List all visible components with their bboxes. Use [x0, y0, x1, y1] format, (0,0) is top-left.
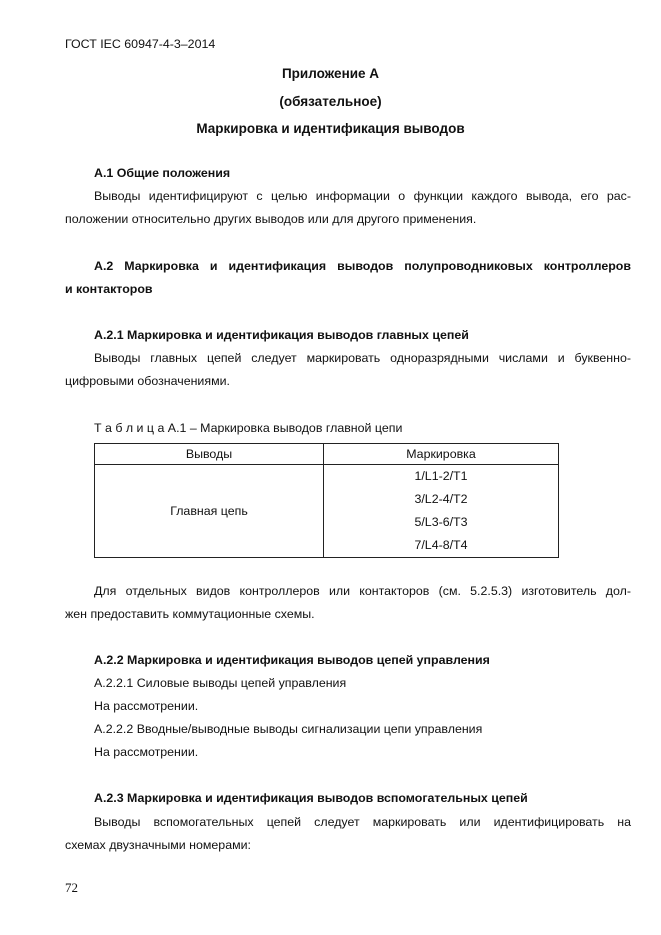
- document-standard-number: ГОСТ IEC 60947-4-3–2014: [65, 37, 216, 51]
- table-cell-main-circuit: Главная цепь: [95, 465, 324, 558]
- section-a1-line-2: положении относительно других выводов или для другого применения.: [65, 212, 477, 226]
- section-a22-heading: А.2.2 Маркировка и идентификация выводов цепей управления: [94, 653, 490, 667]
- section-a221-note: На рассмотрении.: [94, 699, 199, 713]
- table-cell-marking-3: 5/L3-6/T3: [324, 511, 559, 534]
- after-table-line-1: Для отдельных видов контроллеров или контакторов (см. 5.2.5.3) изготовитель дол-: [94, 584, 631, 598]
- after-table-line-2: жен предоставить коммутационные схемы.: [65, 607, 315, 621]
- appendix-title: Приложение А: [281, 66, 380, 81]
- terminal-marking-table: [94, 443, 559, 558]
- section-a222-title: А.2.2.2 Вводные/выводные выводы сигнализации цепи управления: [94, 722, 483, 736]
- table-cell-marking-2: 3/L2-4/T2: [324, 488, 559, 511]
- section-a21-line-1: Выводы главных цепей следует маркировать одноразрядными числами и буквенно-: [94, 351, 631, 365]
- table-row: [95, 465, 559, 489]
- section-a222-note: На рассмотрении.: [94, 745, 199, 759]
- section-a21-heading: А.2.1 Маркировка и идентификация выводов главных цепей: [94, 328, 469, 342]
- section-a23-line-2: схемах двузначными номерами:: [65, 838, 251, 852]
- section-a2-heading-line-2: и контакторов: [65, 282, 153, 296]
- appendix-status: (обязательное): [279, 94, 382, 109]
- table-caption-prefix: Т а б л и ц а: [94, 421, 165, 435]
- table-header-marking: Маркировка: [324, 444, 559, 465]
- table-cell-marking-1: 1/L1-2/T1: [324, 465, 559, 489]
- section-a21-line-2: цифровыми обозначениями.: [65, 374, 230, 388]
- section-a1-heading: А.1 Общие положения: [94, 166, 231, 180]
- table-header-row: [95, 444, 559, 465]
- section-a1-line-1: Выводы идентифицируют с целью информации о функции каждого вывода, его рас-: [94, 189, 631, 203]
- section-a23-line-1: Выводы вспомогательных цепей следует маркировать или идентифицировать на: [94, 815, 631, 829]
- table-caption-text: А.1 – Маркировка выводов главной цепи: [164, 421, 403, 435]
- section-a221-title: А.2.2.1 Силовые выводы цепей управления: [94, 676, 347, 690]
- table-caption: [94, 421, 402, 435]
- table-header-terminals: Выводы: [95, 444, 324, 465]
- section-a2-heading-line-1: А.2 Маркировка и идентификация выводов полупроводниковых контроллеров: [94, 259, 631, 273]
- appendix-subject: Маркировка и идентификация выводов: [196, 121, 465, 136]
- page-number: 72: [65, 880, 78, 895]
- section-a23-heading: А.2.3 Маркировка и идентификация выводов вспомогательных цепей: [94, 791, 528, 805]
- table-cell-marking-4: 7/L4-8/T4: [324, 534, 559, 558]
